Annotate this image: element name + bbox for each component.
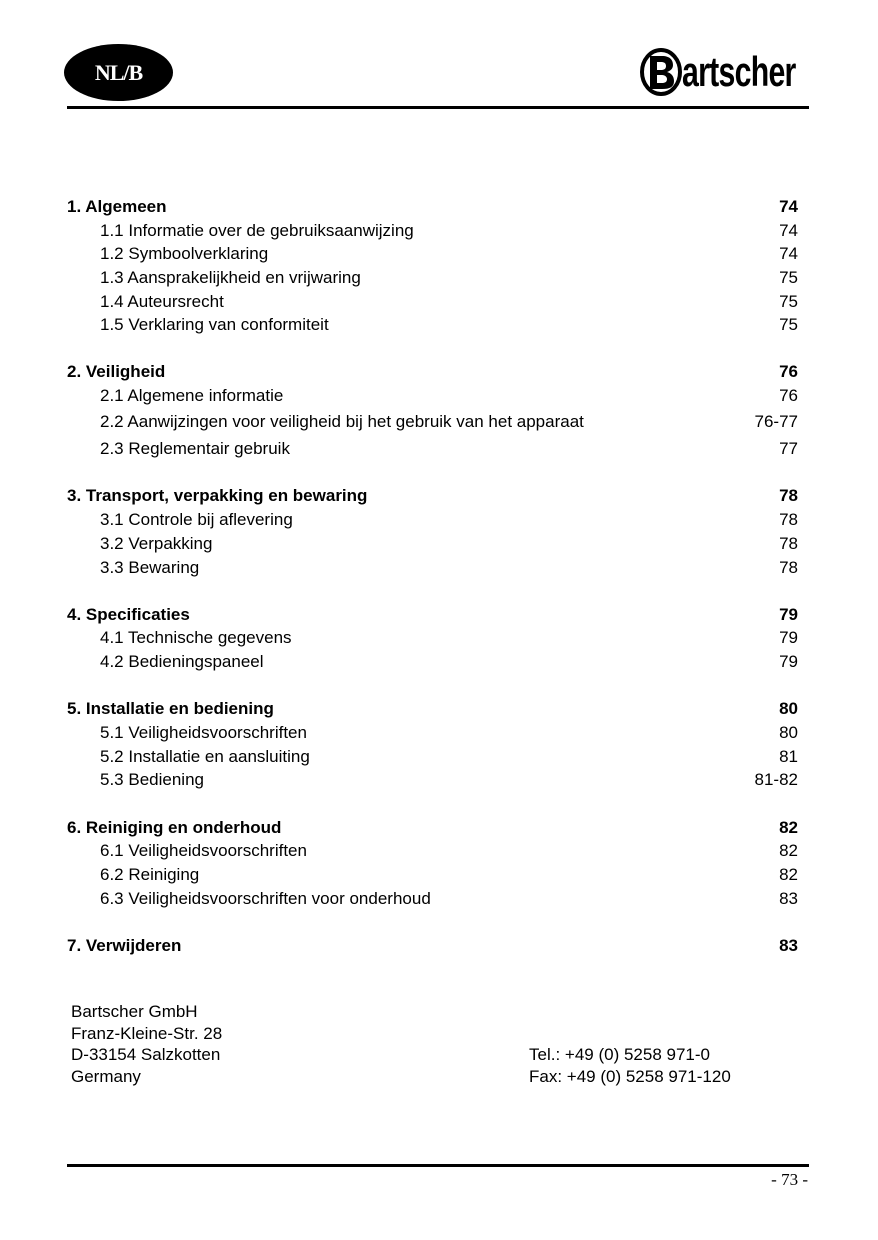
toc-title: 1.5 Verklaring van conformiteit [100,315,329,334]
toc-title: 2.1 Algemene informatie [100,386,284,405]
toc-title: 3.2 Verpakking [100,534,213,553]
toc-subsection [67,651,798,673]
toc-subsection [67,627,798,649]
address-line: Franz-Kleine-Str. 28 [71,1023,223,1043]
toc-page: 81-82 [754,770,798,789]
toc-title: 5.1 Veiligheidsvoorschriften [100,723,307,742]
toc-title: 5.3 Bediening [100,770,204,789]
toc-title: 5.2 Installatie en aansluiting [100,747,310,766]
brand-logo [640,44,806,100]
toc-title: 1. Algemeen [67,197,167,216]
toc-page: 79 [779,605,798,624]
telephone: Tel.: +49 (0) 5258 971-0 [529,1045,710,1064]
toc-page: 81 [779,747,798,766]
toc-title: 6. Reiniging en onderhoud [67,818,282,837]
toc-page: 78 [779,486,798,505]
toc-title: 3.1 Controle bij aflevering [100,510,293,529]
toc-section [67,817,798,839]
toc-title: 7. Verwijderen [67,936,182,955]
toc-page: 75 [779,292,798,311]
toc-subsection [67,746,798,768]
toc-page: 76 [779,386,798,405]
toc-title: 1.2 Symboolverklaring [100,244,269,263]
toc-subsection [67,291,798,313]
fax: Fax: +49 (0) 5258 971-120 [529,1066,731,1086]
toc-page: 78 [779,558,798,577]
toc-section [67,485,798,507]
toc-page: 82 [779,818,798,837]
toc-page: 80 [779,723,798,742]
toc-title: 6.3 Veiligheidsvoorschriften voor onderhoud [100,889,431,908]
brand-logo-initial-icon [640,47,682,97]
toc-page: 76-77 [754,412,798,431]
toc-subsection [67,557,798,579]
toc-page: 79 [779,628,798,647]
toc-page: 76 [779,362,798,381]
toc-page: 75 [779,315,798,334]
toc-page: 79 [779,652,798,671]
toc-page: 82 [779,865,798,884]
address-line: Germany [71,1066,141,1086]
toc-title: 4. Specificaties [67,605,190,624]
toc-subsection [67,314,798,336]
toc-subsection [67,243,798,265]
toc-page: 74 [779,221,798,240]
company-contact [529,1044,731,1087]
toc-page: 78 [779,510,798,529]
toc-page: 78 [779,534,798,553]
toc-page: 75 [779,268,798,287]
address-line: Bartscher GmbH [71,1002,198,1021]
toc-title: 4.2 Bedieningspaneel [100,652,264,671]
toc-page: 74 [779,244,798,263]
toc-subsection [67,438,798,460]
address-line: D-33154 Salzkotten [71,1045,221,1064]
toc-page: 77 [779,439,798,458]
toc-subsection [67,220,798,242]
brand-logo-text: artscher [682,48,796,95]
header-rule [67,106,809,109]
toc-title: 1.3 Aansprakelijkheid en vrijwaring [100,268,361,287]
company-address [71,1001,222,1087]
footer-rule [67,1164,809,1167]
toc-subsection [67,267,798,289]
toc-title: 3.3 Bewaring [100,558,200,577]
toc-title: 2. Veiligheid [67,362,166,381]
toc-title: 2.3 Reglementair gebruik [100,439,290,458]
toc-page: 82 [779,841,798,860]
toc-subsection [67,864,798,886]
toc-title: 1.4 Auteursrecht [100,292,224,311]
toc-title: 6.2 Reiniging [100,865,200,884]
toc-title: 5. Installatie en bediening [67,699,274,718]
toc-subsection [67,722,798,744]
language-badge-label: NL/B [94,59,143,85]
toc-subsection [67,385,798,407]
toc-subsection [67,533,798,555]
toc-title: 1.1 Informatie over de gebruiksaanwijzing [100,221,414,240]
toc-page: 80 [779,699,798,718]
toc-page: 83 [779,889,798,908]
toc-title: 4.1 Technische gegevens [100,628,292,647]
toc-section [67,361,798,383]
toc-subsection [67,769,798,791]
toc-subsection [67,840,798,862]
toc-subsection [67,509,798,531]
toc-subsection [67,888,798,910]
toc-page: 74 [779,197,798,216]
toc-page: 83 [779,936,798,955]
toc-title: 3. Transport, verpakking en bewaring [67,486,368,505]
toc-section [67,604,798,626]
toc-title: 6.1 Veiligheidsvoorschriften [100,841,307,860]
toc-section [67,196,798,218]
toc-section [67,698,798,720]
toc-subsection [67,411,798,433]
toc-title: 2.2 Aanwijzingen voor veiligheid bij het gebruik van het apparaat [100,412,584,431]
page-number: - 73 - [771,1170,808,1189]
language-badge [64,44,173,101]
toc-section [67,935,798,957]
